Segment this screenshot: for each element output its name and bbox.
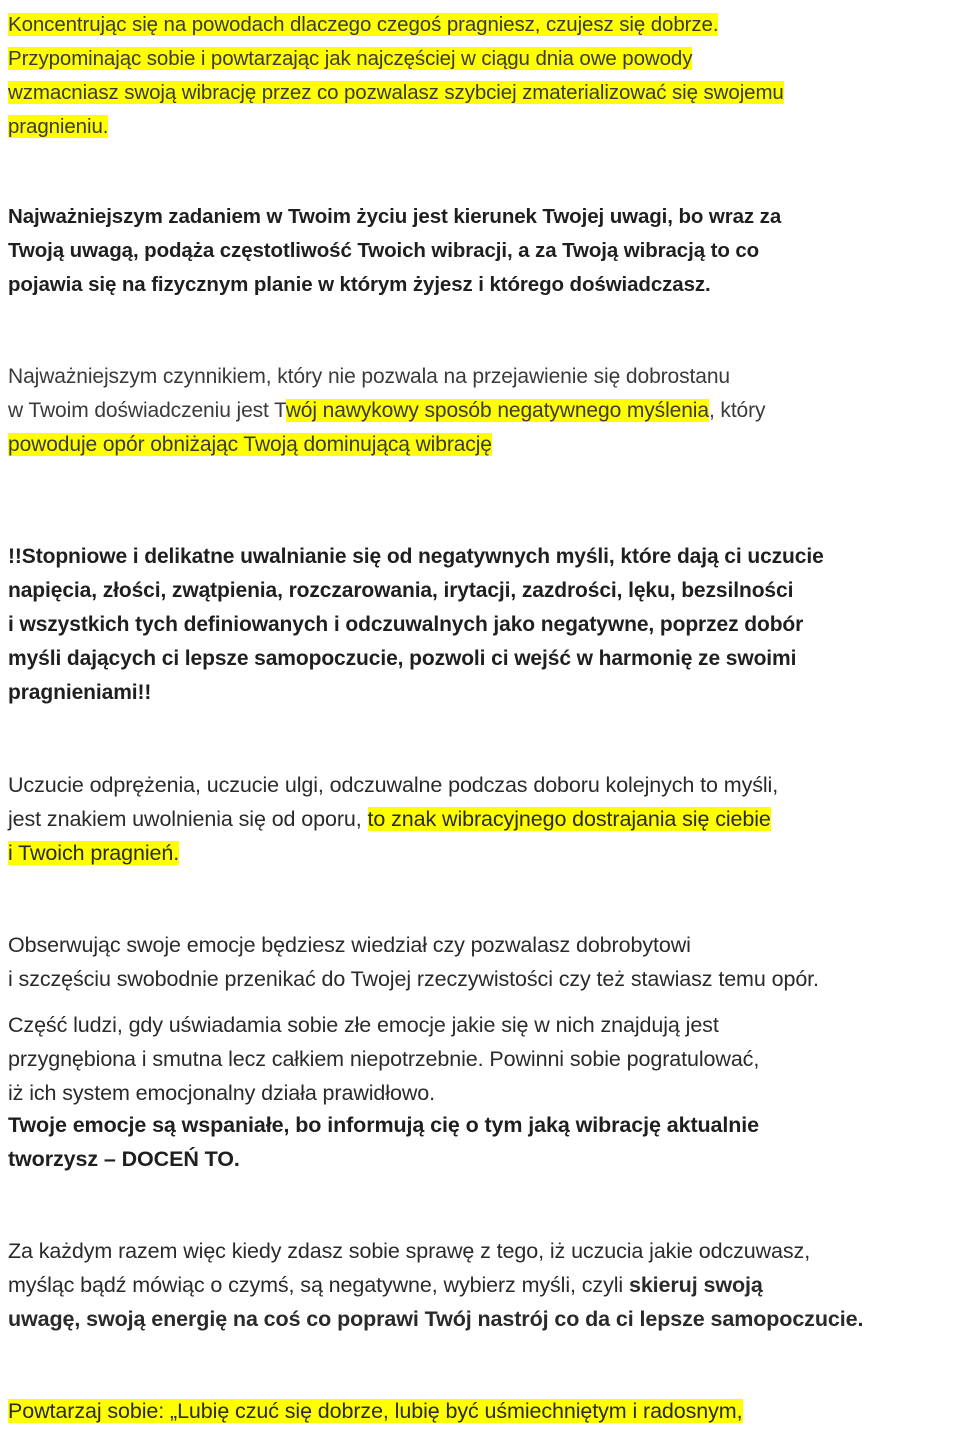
paragraph-6 — [8, 928, 954, 996]
text-line: i szczęściu swobodnie przenikać do Twojej rzeczywistości czy też stawiasz temu opór. — [8, 967, 819, 991]
text-line: pojawia się na fizycznym planie w którym żyjesz i którego doświadczasz. — [8, 273, 711, 296]
highlighted-text: powoduje opór obniżając Twoją dominującą wibrację — [8, 433, 492, 456]
paragraph-7 — [8, 1008, 954, 1110]
highlighted-text: Przypominając sobie i powtarzając jak najczęściej w ciągu dnia owe powody — [8, 47, 693, 70]
text-line — [8, 42, 954, 76]
text-line — [8, 802, 954, 836]
paragraph-9 — [8, 1234, 954, 1336]
text-line: Twoją uwagą, podąża częstotliwość Twoich wibracji, a za Twoją wibracją to co — [8, 239, 760, 262]
text-segment: w Twoim doświadczeniu jest T — [8, 399, 286, 422]
highlighted-text: Koncentrując się na powodach dlaczego czegoś pragniesz, czujesz się dobrze. — [8, 13, 719, 36]
text-segment: myśląc bądź mówiąc o czymś, są negatywne, wybierz myśli, czyli — [8, 1273, 629, 1297]
text-line: tworzysz – DOCEŃ TO. — [8, 1147, 240, 1171]
paragraph-8 — [8, 1108, 954, 1176]
text-line: pragnieniami!! — [8, 681, 152, 704]
text-line: myśli dających ci lepsze samopoczucie, pozwoli ci wejść w harmonię ze swoimi — [8, 647, 797, 670]
text-line: napięcia, złości, zwątpienia, rozczarowania, irytacji, zazdrości, lęku, bezsilności — [8, 579, 794, 602]
text-line — [8, 1268, 954, 1302]
text-segment: , który — [708, 399, 766, 422]
text-line: iż ich system emocjonalny działa prawidłowo. — [8, 1081, 435, 1105]
text-line: Część ludzi, gdy uświadamia sobie złe emocje jakie się w nich znajdują jest — [8, 1013, 719, 1037]
text-line — [8, 836, 954, 870]
text-line: Twoje emocje są wspaniałe, bo informują cię o tym jaką wibrację aktualnie — [8, 1113, 760, 1137]
paragraph-1 — [8, 8, 954, 144]
text-line: uwagę, swoją energię na coś co poprawi Twój nastrój co da ci lepsze samopoczucie. — [8, 1307, 864, 1331]
text-line: i wszystkich tych definiowanych i odczuwalnych jako negatywne, poprzez dobór — [8, 613, 804, 636]
text-line — [8, 8, 954, 42]
paragraph-5 — [8, 768, 954, 870]
text-line — [8, 76, 954, 110]
text-line: Najważniejszym czynnikiem, który nie pozwala na przejawienie się dobrostanu — [8, 365, 731, 388]
paragraph-2 — [8, 200, 954, 302]
highlighted-text: Powtarzaj sobie: „Lubię czuć się dobrze, lubię być uśmiechniętym i radosnym, — [8, 1399, 743, 1423]
text-line — [8, 110, 954, 144]
text-line: Obserwując swoje emocje będziesz wiedział czy pozwalasz dobrobytowi — [8, 933, 691, 957]
bold-text: skieruj swoją — [628, 1273, 763, 1297]
paragraph-3 — [8, 360, 954, 462]
paragraph-4 — [8, 540, 954, 710]
text-line: !!Stopniowe i delikatne uwalnianie się od negatywnych myśli, które dają ci uczucie — [8, 545, 824, 568]
text-line: przygnębiona i smutna lecz całkiem niepotrzebnie. Powinni sobie pogratulować, — [8, 1047, 760, 1071]
text-line: Za każdym razem więc kiedy zdasz sobie sprawę z tego, iż uczucia jakie odczuwasz, — [8, 1239, 811, 1263]
paragraph-10 — [8, 1394, 954, 1428]
text-line: Uczucie odprężenia, uczucie ulgi, odczuwalne podczas doboru kolejnych to myśli, — [8, 773, 779, 797]
highlighted-text: wzmacniasz swoją wibrację przez co pozwalasz szybciej zmaterializować się swojemu — [8, 81, 784, 104]
text-line — [8, 428, 954, 462]
text-line — [8, 1394, 954, 1428]
highlighted-text: to znak wibracyjnego dostrajania się ciebie — [367, 807, 771, 831]
highlighted-text: pragnieniu. — [8, 115, 109, 138]
text-segment: jest znakiem uwolnienia się od oporu, — [8, 807, 368, 831]
highlighted-text: i Twoich pragnień. — [8, 841, 180, 865]
highlighted-text: wój nawykowy sposób negatywnego myślenia — [285, 399, 709, 422]
text-line — [8, 394, 954, 428]
text-line: Najważniejszym zadaniem w Twoim życiu jest kierunek Twojej uwagi, bo wraz za — [8, 205, 782, 228]
